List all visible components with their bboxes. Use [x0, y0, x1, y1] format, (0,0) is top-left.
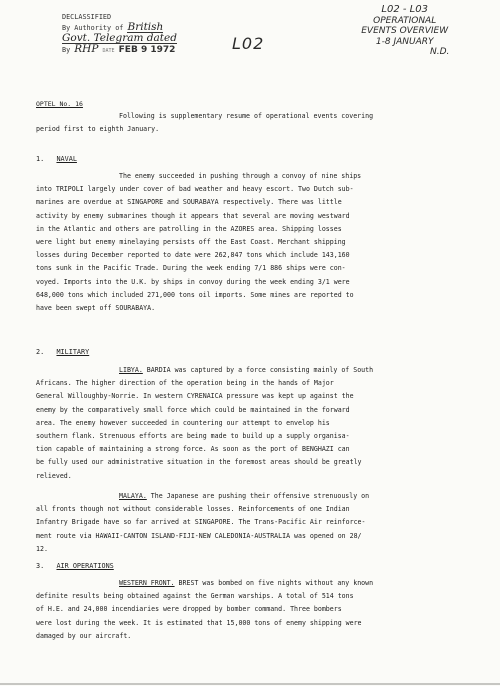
naval-line: losses during December reported to date were 262,847 tons which include 143,160 [36, 251, 350, 260]
intro-line: Following is supplementary resume of operational events covering [119, 112, 374, 120]
annotation-right-line-2: OPERATIONAL [373, 15, 437, 26]
section-heading-air [36, 562, 114, 570]
section-heading-military [36, 348, 89, 356]
naval-line: voyed. Imports into the U.K. by ships in convoy during the week ending 3/1 were [36, 277, 350, 286]
libya-line: southern flank. Strenuous efforts are being made to build up a supply organisa- [36, 432, 350, 441]
libya-first-line: LIBYA. BARDIA was captured by a force consisting mainly of South [119, 366, 374, 374]
western-front-line: were lost during the week. It is estimated that 15,000 tons of enemy shipping were [36, 618, 362, 627]
handwritten-right-annotation [360, 5, 449, 58]
section-title: AIR OPERATIONS [56, 562, 114, 570]
malaya-label: MALAYA. [119, 492, 147, 500]
stamp-line-4 [62, 44, 177, 56]
annotation-right-line-5: N.D. [430, 47, 450, 57]
section-number: 1. [36, 155, 45, 163]
stamp-line-1: DECLASSIFIED [62, 13, 112, 21]
naval-line: tons sunk in the Pacific Trade. During the week ending 7/1 886 ships were con- [36, 264, 346, 273]
section-number: 2. [36, 348, 45, 356]
naval-line: 648,000 tons which included 271,000 tons oil imports. Some mines are reported to [36, 290, 354, 299]
malaya-first-line: MALAYA. The Japanese are pushing their offensive strenuously on [119, 492, 370, 500]
malaya-line: Infantry Brigade have so far arrived at SINGAPORE. The Trans-Pacific Air reinforce- [36, 518, 366, 527]
western-front-line: damaged by our aircraft. [36, 631, 132, 640]
annotation-right-line-3: EVENTS OVERVIEW [361, 26, 449, 36]
libya-line: be fully used our administrative situation in the foremost areas should be greatly [36, 458, 362, 467]
malaya-line: ment route via HAWAII-CANTON ISLAND-FIJI-NEW CALEDONIA-AUSTRALIA was opened on 28/ [36, 531, 362, 540]
annotation-right-line-4: 1-8 JANUARY [375, 36, 434, 47]
naval-line: into TRIPOLI largely under cover of bad weather and heavy escort. Two Dutch sub- [36, 185, 354, 194]
malaya-paragraph [36, 490, 456, 556]
western-front-label: WESTERN FRONT. [119, 579, 175, 587]
section-title: NAVAL [56, 155, 77, 163]
libya-line: tion capable of maintaining a strong force. As soon as the port of BENGHAZI can [36, 445, 350, 454]
naval-line: marines are overdue at SINGAPORE and SOURABAYA respectively. There was little [36, 198, 342, 207]
libya-label: LIBYA. [119, 366, 143, 374]
stamp-telegram-signature: Govt. Telegram dated [62, 32, 177, 44]
handwritten-mid-annotation: L02 [232, 34, 265, 53]
naval-line: The enemy succeeded in pushing through a convoy of nine ships [119, 172, 362, 180]
naval-line: were light but enemy minelaying persists off the East Coast. Merchant shipping [36, 238, 346, 247]
naval-line: activity by enemy submarines though it appears that several are moving westward [36, 211, 350, 220]
stamp-date-label: DATE [102, 48, 115, 54]
document-reference: OPTEL No. 16 [36, 100, 83, 108]
stamp-by-prefix: By [62, 46, 71, 54]
naval-line: have been swept off SOURABAYA. [36, 304, 156, 313]
section-title: MILITARY [56, 348, 90, 356]
western-front-line: of H.E. and 24,000 incendiaries were dropped by bomber command. Three bombers [36, 605, 342, 614]
stamp-date: FEB 9 1972 [118, 45, 176, 55]
stamp-initials-signature: RHP [74, 43, 99, 55]
intro-paragraph [36, 110, 456, 136]
libya-line: enemy by the comparatively small force which could be maintained in the forward [36, 405, 350, 414]
naval-line: in the Atlantic and others are patrolling in the AZORES area. Shipping losses [36, 224, 342, 233]
libya-line: area. The enemy however succeeded in countering our attempt to envelop his [36, 418, 330, 427]
intro-line: period first to eighth January. [36, 125, 160, 134]
western-front-paragraph [36, 577, 456, 643]
libya-line: relieved. [36, 471, 72, 480]
naval-paragraph [36, 170, 456, 315]
annotation-right-line-1: L02 - L03 [381, 4, 428, 15]
libya-line: Africans. The higher direction of the operation being in the hands of Major [36, 379, 334, 388]
declassification-stamp [62, 12, 177, 56]
libya-line: General Willoughby-Norrie. In western CYRENAICA pressure was kept up against the [36, 392, 354, 401]
page-bottom-edge [0, 683, 500, 685]
section-number: 3. [36, 562, 45, 570]
western-front-first-line: WESTERN FRONT. BREST was bombed on five nights without any known [119, 579, 374, 587]
stamp-authority-prefix: By Authority of [62, 24, 124, 32]
libya-paragraph [36, 364, 456, 483]
malaya-line: 12. [36, 544, 48, 553]
section-heading-naval [36, 155, 77, 163]
western-front-line: definite results being obtained against the German warships. A total of 514 tons [36, 592, 354, 601]
malaya-line: all fronts though not without considerable losses. Reinforcements of one Indian [36, 505, 350, 514]
stamp-authority-signature: British [127, 21, 164, 33]
